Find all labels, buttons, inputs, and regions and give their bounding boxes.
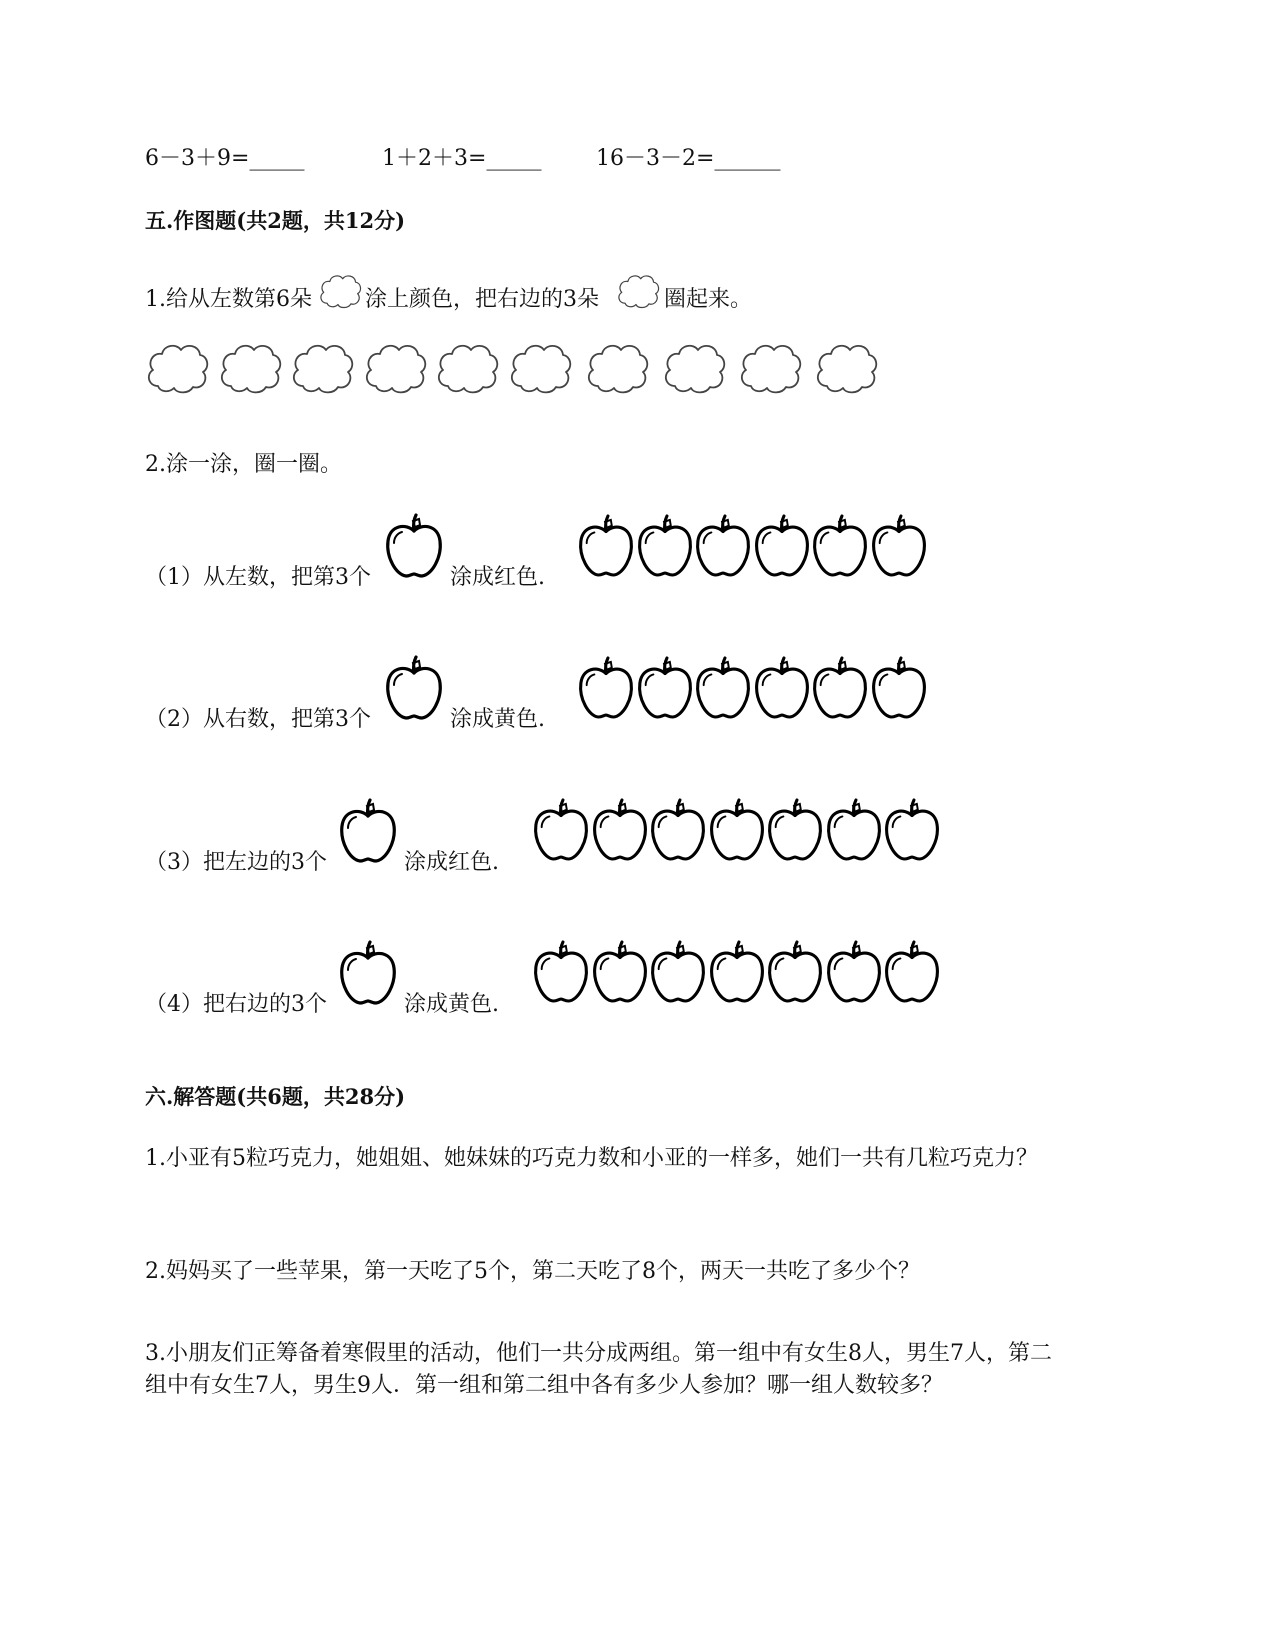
s5-q2-item-2-suffix: 涂成黄色. bbox=[450, 707, 545, 732]
apple-icon[interactable] bbox=[636, 655, 694, 721]
cloud-icon[interactable] bbox=[507, 340, 573, 396]
apple-icon[interactable] bbox=[694, 513, 752, 579]
cloud-icon[interactable] bbox=[661, 340, 727, 396]
apple-icon[interactable] bbox=[825, 939, 883, 1005]
apple-icon[interactable] bbox=[883, 939, 941, 1005]
cloud-icon[interactable] bbox=[362, 340, 428, 396]
apple-icon[interactable] bbox=[753, 655, 811, 721]
s5-q2-item-3-prefix: （3）把左边的3个 bbox=[145, 850, 327, 875]
apple-icon[interactable] bbox=[825, 797, 883, 863]
apple-icon bbox=[338, 797, 398, 865]
s5-q2-item-3-suffix: 涂成红色. bbox=[404, 850, 499, 875]
s6-question-2: 2.妈妈买了一些苹果，第一天吃了5个，第二天吃了8个，两天一共吃了多少个？ bbox=[145, 1259, 920, 1284]
apple-icon bbox=[384, 512, 444, 580]
cloud-icon bbox=[614, 272, 662, 310]
apple-icon[interactable] bbox=[811, 513, 869, 579]
apple-icon[interactable] bbox=[766, 939, 824, 1005]
s5-q2-item-1-prefix: （1）从左数，把第3个 bbox=[145, 565, 371, 590]
apple-icon[interactable] bbox=[532, 939, 590, 1005]
s6-question-3: 3.小朋友们正筹备着寒假里的活动，他们一共分成两组。第一组中有女生8人，男生7人，第二组中有女生7人，男生9人．第一组和第二组中各有多少人参加？哪一组人数较多？ bbox=[145, 1341, 1052, 1398]
arith-3 bbox=[596, 144, 780, 174]
arith-2 bbox=[382, 144, 541, 174]
apple-icon[interactable] bbox=[649, 797, 707, 863]
cloud-icon[interactable] bbox=[289, 340, 355, 396]
apple-icon[interactable] bbox=[694, 655, 752, 721]
arith-2-expr: 1＋2＋3= bbox=[382, 146, 487, 171]
apple-icon[interactable] bbox=[577, 513, 635, 579]
apple-icon[interactable] bbox=[591, 939, 649, 1005]
apple-icon[interactable] bbox=[649, 939, 707, 1005]
section6-title: 六.解答题(共6题，共28分) bbox=[145, 1084, 406, 1109]
apple-icon[interactable] bbox=[870, 513, 928, 579]
arith-1-expr: 6－3＋9= bbox=[145, 146, 250, 171]
s5-q1-suffix: 圈起来。 bbox=[664, 287, 753, 312]
apple-icon[interactable] bbox=[708, 939, 766, 1005]
cloud-icon[interactable] bbox=[813, 340, 879, 396]
arith-1-blank[interactable]: _____ bbox=[249, 146, 305, 171]
s5-q2-item-4-prefix: （4）把右边的3个 bbox=[145, 992, 327, 1017]
s5-q2-item-1-suffix: 涂成红色. bbox=[450, 565, 545, 590]
section5-title: 五.作图题(共2题，共12分) bbox=[145, 208, 406, 233]
arith-2-blank[interactable]: _____ bbox=[486, 146, 542, 171]
apple-icon[interactable] bbox=[811, 655, 869, 721]
s5-q2-item-2-prefix: （2）从右数，把第3个 bbox=[145, 707, 371, 732]
s6-question-1: 1.小亚有5粒巧克力，她姐姐、她妹妹的巧克力数和小亚的一样多，她们一共有几粒巧克力？ bbox=[145, 1146, 1038, 1171]
cloud-icon[interactable] bbox=[217, 340, 283, 396]
s5-q2-item-4-suffix: 涂成黄色. bbox=[404, 992, 499, 1017]
apple-icon[interactable] bbox=[753, 513, 811, 579]
arith-3-expr: 16－3－2= bbox=[596, 146, 715, 171]
arith-3-blank[interactable]: ______ bbox=[714, 146, 781, 171]
s5-q1-prefix: 1.给从左数第6朵 bbox=[145, 287, 312, 312]
cloud-icon[interactable] bbox=[434, 340, 500, 396]
s5-q2-title: 2.涂一涂，圈一圈。 bbox=[145, 452, 342, 477]
cloud-icon[interactable] bbox=[584, 340, 650, 396]
apple-icon[interactable] bbox=[532, 797, 590, 863]
cloud-icon[interactable] bbox=[737, 340, 803, 396]
apple-icon[interactable] bbox=[883, 797, 941, 863]
apple-icon[interactable] bbox=[577, 655, 635, 721]
apple-icon[interactable] bbox=[636, 513, 694, 579]
cloud-icon[interactable] bbox=[144, 340, 210, 396]
apple-icon[interactable] bbox=[870, 655, 928, 721]
apple-icon[interactable] bbox=[591, 797, 649, 863]
arith-1 bbox=[145, 144, 304, 174]
apple-icon bbox=[384, 654, 444, 722]
apple-icon[interactable] bbox=[766, 797, 824, 863]
cloud-icon bbox=[316, 272, 364, 310]
s5-q1-middle: 涂上颜色，把右边的3朵 bbox=[365, 287, 599, 312]
apple-icon bbox=[338, 939, 398, 1007]
apple-icon[interactable] bbox=[708, 797, 766, 863]
